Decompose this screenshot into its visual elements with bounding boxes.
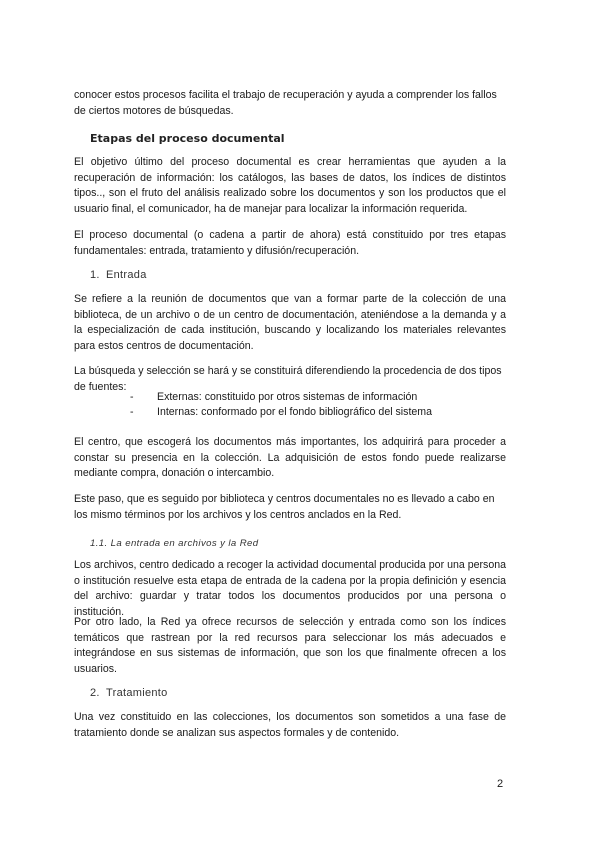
paragraph-fuentes: La búsqueda y selección se hará y se constituirá diferendiendo la procedencia de dos tipos de fuentes: xyxy=(74,365,502,393)
heading-tratamiento xyxy=(90,687,168,699)
section-heading: Etapas del proceso documental xyxy=(90,132,285,145)
heading-text: Tratamiento xyxy=(106,687,168,699)
paragraph-intro: conocer estos procesos facilita el trabajo de recuperación y ayuda a comprender los fallos de ciertos motores de búsquedas. xyxy=(74,89,497,117)
paragraph-objective: El objetivo último del proceso documental es crear herramientas que ayuden a la recuperación de información: los catálogos, las bases de datos, los índices de distintos tipos.., son el fruto del análisis realizado sobre los documentos y son los productos que el usuario final, el comunicador, ha de manejar para localizar la información requerida. xyxy=(74,156,506,215)
bullet-dash: - xyxy=(130,391,134,403)
paragraph-centro: El centro, que escogerá los documentos más importantes, los adquirirá para proceder a constar su presencia en la colección. La adquisición de estos fondo puede realizarse mediante compra, donación o intercambio. xyxy=(74,436,506,479)
page-number: 2 xyxy=(497,778,504,790)
paragraph-red: Por otro lado, la Red ya ofrece recursos de selección y entrada como son los índices temáticos que rastrean por la red recursos para seleccionar los más adecuados e integrándose en sus sistemas de información, que son los que finalmente ofrecen a los usuarios. xyxy=(74,616,506,675)
heading-entrada xyxy=(90,269,147,281)
bullet-dash: - xyxy=(130,406,134,418)
bullet-text: Internas: conformado por el fondo bibliográfico del sistema xyxy=(157,406,433,418)
paragraph-tratamiento: Una vez constituido en las colecciones, los documentos son sometidos a una fase de tratamiento donde se analizan sus aspectos formales y de contenido. xyxy=(74,711,506,739)
paragraph-entrada-definition: Se refiere a la reunión de documentos que van a formar parte de la colección de una biblioteca, de un archivo o de un centro de documentación, ateniéndose a la demanda y a la especialización de cada institución, buscando y localizando los materiales relevantes para estos centros de documentación. xyxy=(74,293,506,352)
bullet-externas xyxy=(130,390,417,406)
paragraph-paso: Este paso, que es seguido por biblioteca y centros documentales no es llevado a cabo en los mismo términos por los archivos y los centros anclados en la Red. xyxy=(74,493,495,521)
bullet-text: Externas: constituido por otros sistemas de información xyxy=(157,391,418,403)
heading-number: 2. xyxy=(90,687,100,699)
paragraph-archivos: Los archivos, centro dedicado a recoger la actividad documental producida por una persona o institución resuelve esta etapa de entrada de la cadena por la propia definición y esencia del archivo: guardar y tratar todos los documentos producidos por una persona o institución. xyxy=(74,559,506,618)
subheading-archivos-red: 1.1. La entrada en archivos y la Red xyxy=(90,538,259,549)
heading-text: Entrada xyxy=(106,269,147,281)
paragraph-stages: El proceso documental (o cadena a partir de ahora) está constituido por tres etapas fundamentales: entrada, tratamiento y difusión/recuperación. xyxy=(74,229,506,257)
heading-number: 1. xyxy=(90,269,100,281)
bullet-internas xyxy=(130,405,432,421)
